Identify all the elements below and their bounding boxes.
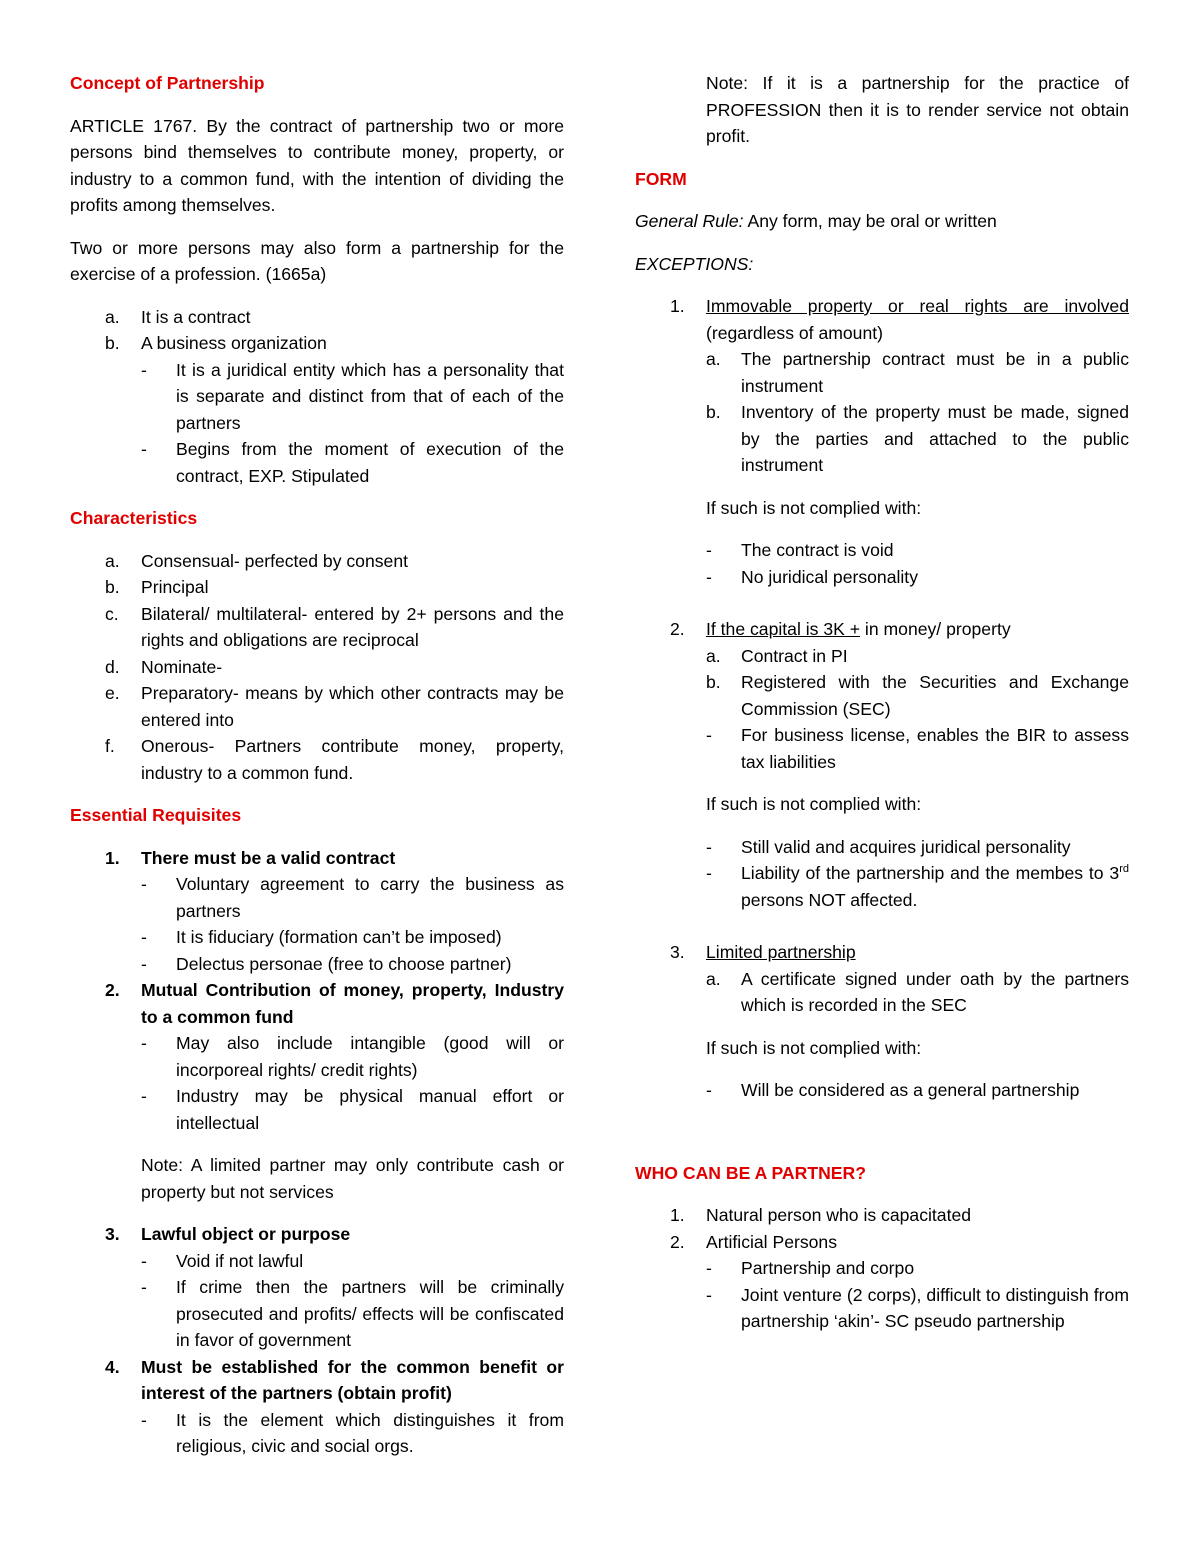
exception-3-effects [706, 1077, 1129, 1104]
list-item: 3. Lawful object or purpose - Void if not lawful - If crime then the partners will be criminally prosecuted and profits/ effects will be confiscated in favor of government [70, 1221, 564, 1354]
concept-heading: Concept of Partnership [70, 73, 265, 93]
list-item: - Industry may be physical manual effort or intellectual [141, 1086, 564, 1133]
requisites-heading: Essential Requisites [70, 805, 242, 825]
who-list [635, 1202, 1129, 1335]
list-item: - It is fiduciary (formation can’t be imposed) [141, 927, 502, 947]
requisite-3-sublist [141, 1248, 564, 1354]
list-item: b. Inventory of the property must be made, signed by the parties and attached to the public instrument [706, 402, 1129, 475]
not-complied-label: If such is not complied with: [706, 794, 922, 814]
list-item: a. It is a contract [105, 306, 251, 327]
exceptions-list [635, 293, 1129, 1104]
article-1767-text: ARTICLE 1767. By the contract of partnership two or more persons bind themselves to contribute money, property, or industry to a common fund, with the intention of dividing the profits among themselves. [70, 115, 564, 215]
general-rule: General Rule: Any form, may be oral or written [635, 211, 997, 231]
list-item: - No juridical personality [706, 566, 918, 587]
list-item: b. Principal [105, 577, 209, 597]
list-item: - Still valid and acquires juridical personality [706, 836, 1071, 857]
list-item: - It is a juridical entity which has a personality that is separate and distinct from that of each of the partners [141, 359, 564, 433]
list-item: 2. If the capital is 3K + in money/ property a. Contract in PI b. Registered with the Securities and Exchange Commission (SEC) - For business license, enables the BIR to assess tax liabilities If such is not complied with: - Still valid and acquires juridical personality - Liability of the partnership and the membes to 3rd persons NOT affected. [635, 616, 1129, 939]
who-heading: WHO CAN BE A PARTNER? [635, 1162, 866, 1183]
left-column [70, 70, 564, 1476]
list-item: - For business license, enables the BIR to assess tax liabilities [706, 725, 1129, 772]
requisite-2-sublist [141, 1030, 564, 1136]
list-item: 1. There must be a valid contract - Voluntary agreement to carry the business as partners - It is fiduciary (formation can’t be imposed) - Delectus personae (free to choose partner) [70, 845, 564, 978]
concept-list [70, 304, 564, 490]
right-column [635, 70, 1129, 1351]
exception-2-effects [706, 834, 1129, 914]
list-item: 3. Limited partnership a. A certificate signed under oath by the partners which is recorded in the SEC If such is not complied with: - Will be considered as a general partnership [635, 939, 1129, 1104]
list-item: - Delectus personae (free to choose partner) [141, 953, 512, 974]
characteristics-heading: Characteristics [70, 508, 198, 528]
list-item: d. Nominate- [105, 656, 223, 677]
concept-sublist [141, 357, 564, 490]
list-item: - The contract is void [706, 540, 894, 560]
list-item: 2. Mutual Contribution of money, property, Industry to a common fund - May also include intangible (good will or incorporeal rights/ credit rights) - Industry may be physical manual effort or intellectual Note: A limited partner may only contribute cash or property but not services [70, 977, 564, 1221]
list-item: b. Registered with the Securities and Exchange Commission (SEC) [706, 672, 1129, 719]
list-item: 4. Must be established for the common benefit or interest of the partners (obtain profit) - It is the element which distinguishes it from religious, civic and social orgs. [70, 1354, 564, 1460]
requisite-1-sublist [141, 871, 564, 977]
list-item: a. A certificate signed under oath by the partners which is recorded in the SEC [706, 968, 1129, 1015]
exception-1-effects [706, 537, 1129, 590]
profession-text: Two or more persons may also form a partnership for the exercise of a profession. (1665a) [70, 237, 564, 284]
list-item: - Voluntary agreement to carry the business as partners [141, 874, 564, 921]
list-item: - Void if not lawful [141, 1250, 304, 1271]
exceptions-label: EXCEPTIONS: [635, 253, 754, 274]
requisite-4-sublist [141, 1407, 564, 1460]
list-item: - May also include intangible (good will or incorporeal rights/ credit rights) [141, 1033, 564, 1080]
list-item: a. Contract in PI [706, 645, 848, 666]
form-heading: FORM [635, 168, 687, 189]
characteristics-list [70, 548, 564, 787]
requisites-list [70, 845, 564, 1460]
list-item: 1. Immovable property or real rights are involved (regardless of amount) a. The partnership contract must be in a public instrument b. Inventory of the property must be made, signed by the parties and attached to the public instrument If such is not complied with: - The contract is void - No juridical personality [635, 293, 1129, 616]
list-item: - Liability of the partnership and the membes to 3rd persons NOT affected. [706, 863, 1129, 910]
list-item: e. Preparatory- means by which other contracts may be entered into [105, 683, 564, 730]
exception-1-sublist [706, 346, 1129, 479]
list-item: a. The partnership contract must be in a public instrument [706, 349, 1129, 396]
list-item: - Begins from the moment of execution of the contract, EXP. Stipulated [141, 439, 564, 486]
not-complied-label: If such is not complied with: [706, 1037, 922, 1058]
limited-partner-note: Note: A limited partner may only contribute cash or property but not services [141, 1155, 564, 1202]
list-item: f. Onerous- Partners contribute money, property, industry to a common fund. [105, 736, 564, 783]
exception-2-sublist [706, 643, 1129, 776]
who-2-sublist [706, 1255, 1129, 1335]
list-item: a. Consensual- perfected by consent [105, 550, 408, 571]
list-item: - Partnership and corpo [706, 1258, 915, 1278]
list-item: - Joint venture (2 corps), difficult to distinguish from partnership ‘akin’- SC pseudo partnership [706, 1284, 1129, 1331]
profession-note: Note: If it is a partnership for the practice of PROFESSION then it is to render service not obtain profit. [706, 73, 1129, 146]
list-item: b. A business organization - It is a juridical entity which has a personality that is separate and distinct from that of each of the partners - Begins from the moment of execution of the contract, EXP. Stipulated [70, 330, 564, 489]
list-item: 1. Natural person who is capacitated [670, 1205, 972, 1225]
list-item: c. Bilateral/ multilateral- entered by 2+ persons and the rights and obligations are reciprocal [105, 603, 564, 650]
list-item: - It is the element which distinguishes it from religious, civic and social orgs. [141, 1409, 564, 1456]
list-item: 2. Artificial Persons - Partnership and corpo - Joint venture (2 corps), difficult to distinguish from partnership ‘akin’- SC pseudo partnership [635, 1229, 1129, 1335]
exception-3-sublist [706, 966, 1129, 1019]
not-complied-label: If such is not complied with: [706, 497, 922, 518]
list-item: - Will be considered as a general partnership [706, 1080, 1080, 1100]
list-item: - If crime then the partners will be criminally prosecuted and profits/ effects will be confiscated in favor of government [141, 1277, 564, 1350]
